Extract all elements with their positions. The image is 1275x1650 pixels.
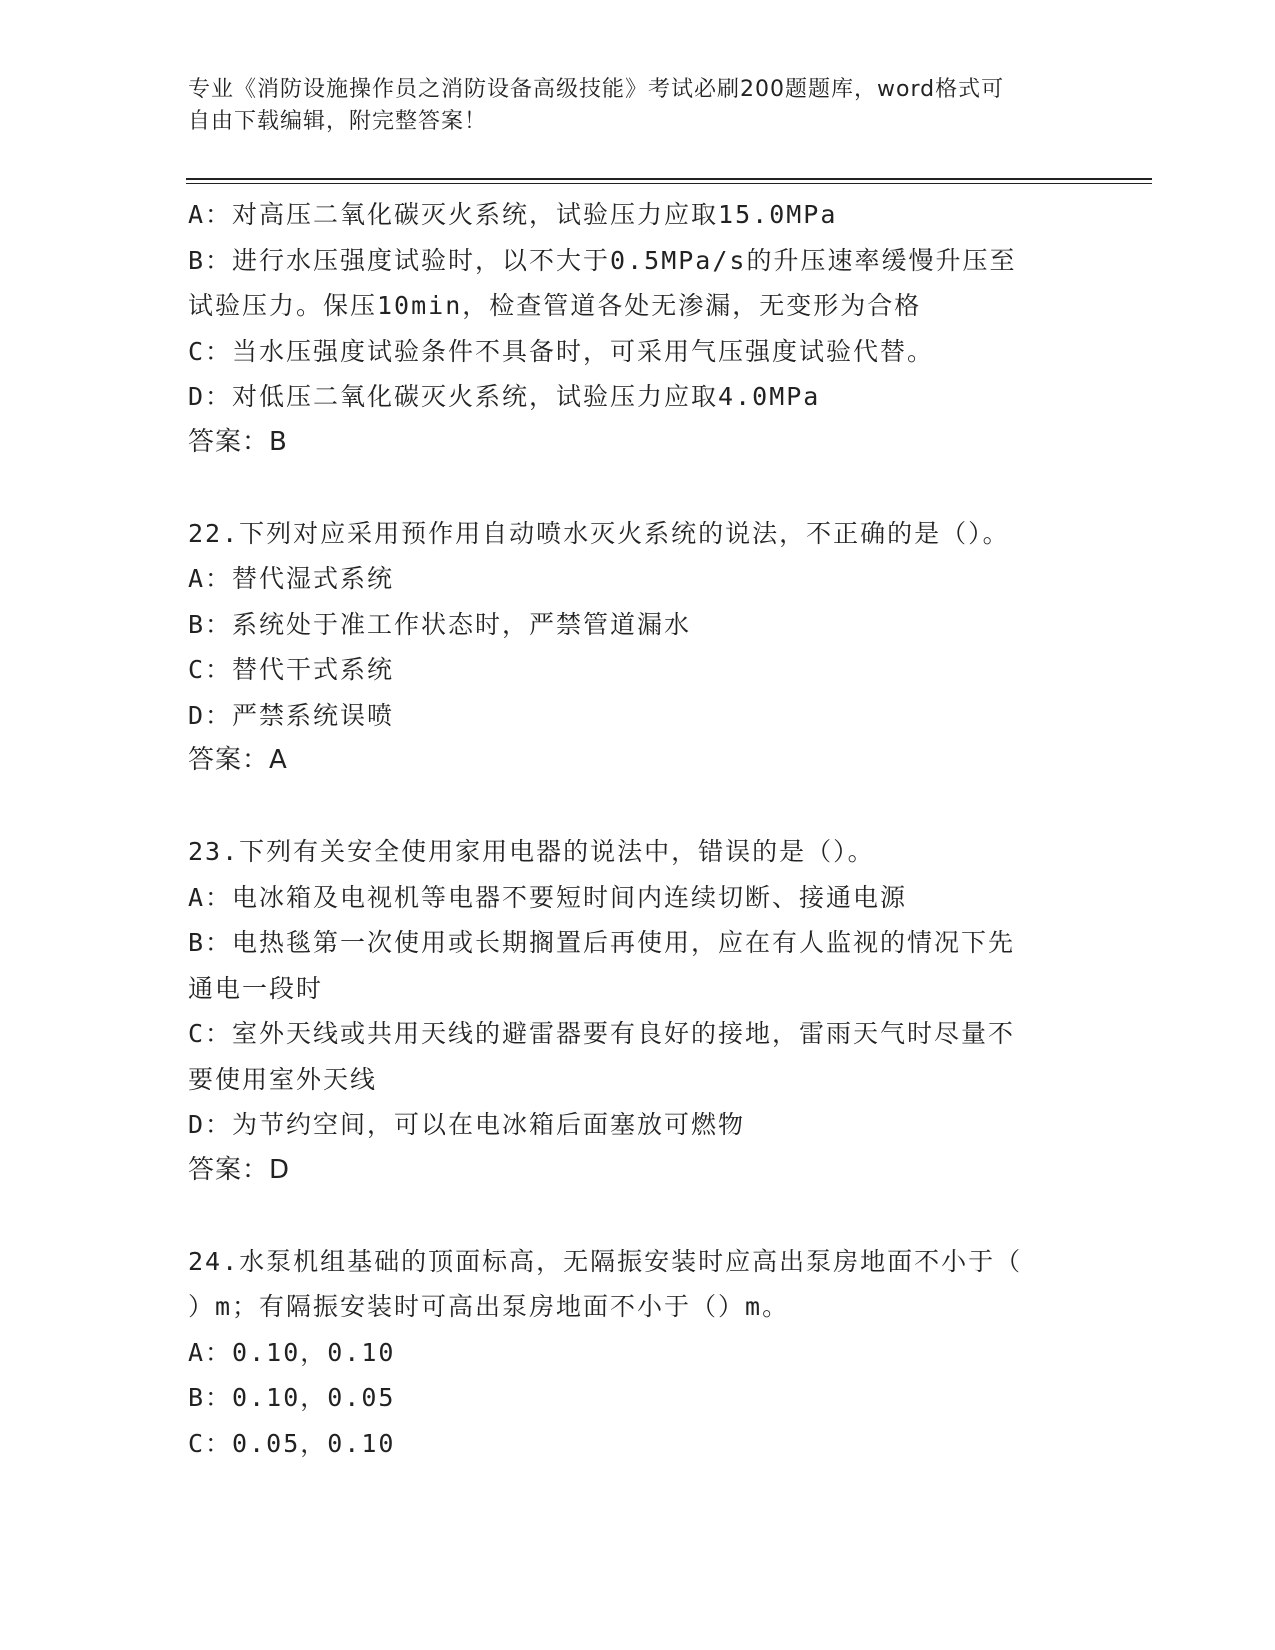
header-line-2: 自由下载编辑，附完整答案！ (188, 109, 488, 134)
question-24 (188, 1239, 1088, 1467)
option-d: D：严禁系统误喷 (188, 700, 395, 730)
question-stem-continued: ）m；有隔振安装时可高出泵房地面不小于（）m。 (188, 1292, 790, 1321)
option-b: B：电热毯第一次使用或长期搁置后再使用，应在有人监视的情况下先 (188, 928, 1016, 957)
question-23 (188, 829, 1088, 1193)
question-stem: 22.下列对应采用预作用自动喷水灭火系统的说法，不正确的是（）。 (188, 518, 1010, 548)
option-a: A：替代湿式系统 (188, 564, 395, 593)
option-c: C：替代干式系统 (188, 655, 395, 684)
option-a: A：0.10，0.10 (188, 1337, 396, 1367)
option-b-continued: 通电一段时 (188, 973, 324, 1003)
answer: 答案：D (188, 1154, 291, 1185)
option-d: D：对低压二氧化碳灭火系统，试验压力应取4.0MPa (188, 382, 821, 411)
header-rule-thick (186, 178, 1152, 180)
option-c-continued: 要使用室外天线 (188, 1064, 378, 1094)
header-line-1: 专业《消防设施操作员之消防设备高级技能》考试必刷200题题库，word格式可 (188, 77, 1005, 102)
question-body (188, 192, 1088, 1466)
question-22 (188, 511, 1088, 784)
option-b: B：系统处于准工作状态时，严禁管道漏水 (188, 609, 692, 639)
option-b-continued: 试验压力。保压10min，检查管道各处无渗漏，无变形为合格 (188, 291, 922, 320)
option-c: C：0.05，0.10 (188, 1428, 396, 1458)
option-c: C：当水压强度试验条件不具备时，可采用气压强度试验代替。 (188, 336, 935, 366)
header-rule-thin (186, 183, 1152, 184)
document-header (188, 74, 1088, 138)
option-d: D：为节约空间，可以在电冰箱后面塞放可燃物 (188, 1110, 746, 1139)
question-21 (188, 192, 1088, 465)
option-a: A：电冰箱及电视机等电器不要短时间内连续切断、接通电源 (188, 882, 908, 912)
option-a: A：对高压二氧化碳灭火系统，试验压力应取15.0MPa (188, 200, 838, 229)
answer: 答案：B (188, 426, 288, 457)
option-b: B：进行水压强度试验时，以不大于0.5MPa/s的升压速率缓慢升压至 (188, 245, 1017, 275)
question-stem: 23.下列有关安全使用家用电器的说法中，错误的是（）。 (188, 837, 875, 866)
answer: 答案：A (188, 745, 288, 775)
option-c: C：室外天线或共用天线的避雷器要有良好的接地，雷雨天气时尽量不 (188, 1019, 1016, 1048)
option-b: B：0.10，0.05 (188, 1383, 396, 1412)
question-stem: 24.水泵机组基础的顶面标高，无隔振安装时应高出泵房地面不小于（ (188, 1246, 1023, 1276)
